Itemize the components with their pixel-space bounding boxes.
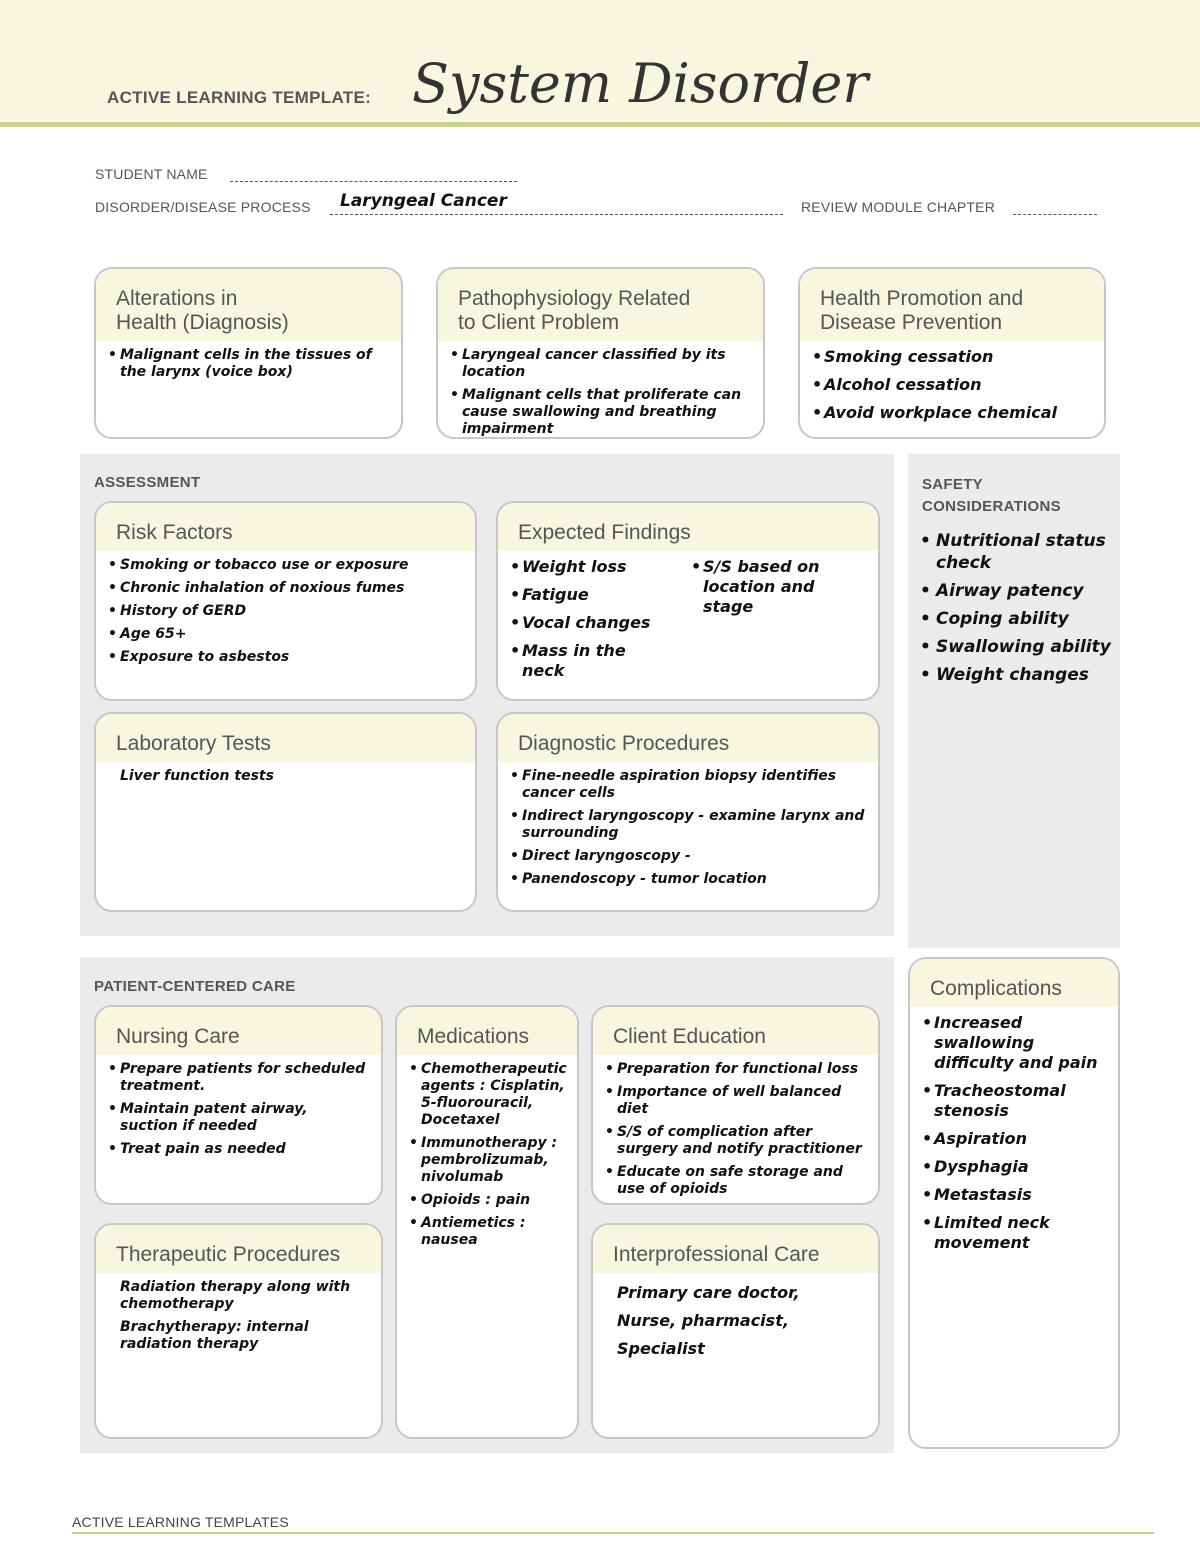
list-item: Radiation therapy along with chemotherapy [120,1279,351,1312]
expected-findings-box [496,501,880,701]
laboratory-tests-header: Laboratory Tests [96,714,475,762]
complications-header: Complications [910,959,1118,1007]
list-item: • Immunotherapy : pembrolizumab, nivolumab [409,1135,565,1186]
list-item: • Coping ability [920,608,1112,630]
pathophysiology-title-line1: Pathophysiology Related [458,287,691,310]
disorder-label: DISORDER/DISEASE PROCESS [95,199,311,215]
client-education-box [591,1005,880,1205]
list-item: • Alcohol cessation [812,375,1092,395]
complications-box [908,957,1120,1449]
list-item: • Antiemetics : nausea [409,1215,565,1249]
list-item: • Malignant cells that proliferate can cause swallowing and breathing impairment [450,387,751,438]
list-item: Liver function tests [120,768,274,784]
pathophysiology-header [438,269,763,341]
list-item: • Prepare patients for scheduled treatment. [108,1061,369,1095]
list-item: • S/S of complication after surgery and notify practitioner [605,1124,866,1158]
diagnostic-procedures-box [496,712,880,912]
page-title: System Disorder [412,52,869,115]
alterations-title-line2: Health (Diagnosis) [116,311,289,334]
safety-title-line2: CONSIDERATIONS [922,498,1061,515]
medications-box [395,1005,579,1439]
list-item: • Age 65+ [108,626,463,643]
risk-factors-box [94,501,477,701]
list-item: • Avoid workplace chemical [812,403,1092,423]
list-item: • History of GERD [108,603,463,620]
list-item: Brachytherapy: internal radiation therapy [120,1319,309,1352]
disorder-field[interactable] [330,214,783,215]
student-name-field[interactable] [230,181,517,182]
pathophysiology-box [436,267,765,439]
list-item: Primary care doctor, [617,1283,800,1302]
medications-header: Medications [397,1007,577,1055]
patient-care-title: PATIENT-CENTERED CARE [94,978,296,995]
list-item: • S/S based on location and stage [691,557,848,617]
health-promotion-title-line1: Health Promotion and [820,287,1024,310]
list-item: • Nutritional status check [920,530,1112,574]
alterations-box [94,267,403,439]
list-item: • Panendoscopy - tumor location [510,871,866,888]
laboratory-tests-box [94,712,477,912]
list-item: Nurse, pharmacist, [617,1311,789,1330]
health-promotion-header [800,269,1104,341]
safety-panel [908,454,1120,948]
list-item: • Tracheostomal stenosis [922,1081,1106,1121]
therapeutic-procedures-box [94,1223,383,1439]
list-item: • Metastasis [922,1185,1106,1205]
health-promotion-title-line2: Disease Prevention [820,311,1003,334]
health-promotion-box [798,267,1106,439]
list-item: • Maintain patent airway, suction if needed [108,1101,369,1135]
list-item: • Preparation for functional loss [605,1061,866,1078]
list-item: • Vocal changes [510,613,667,633]
list-item: • Increased swallowing difficulty and pain [922,1013,1106,1073]
list-item: • Weight changes [920,664,1112,686]
list-item: • Dysphagia [922,1157,1106,1177]
list-item: • Limited neck movement [922,1213,1106,1253]
list-item: • Indirect laryngoscopy - examine larynx and surrounding [510,808,866,842]
therapeutic-procedures-header: Therapeutic Procedures [96,1225,381,1273]
review-module-field[interactable] [1013,214,1097,215]
list-item: • Fine-needle aspiration biopsy identifies cancer cells [510,768,866,802]
list-item: • Smoking or tobacco use or exposure [108,557,463,574]
list-item: • Aspiration [922,1129,1106,1149]
template-label: ACTIVE LEARNING TEMPLATE: [107,88,372,107]
footer-rule [72,1532,1154,1534]
list-item: Specialist [617,1339,705,1358]
nursing-care-box [94,1005,383,1205]
safety-title-line1: SAFETY [922,476,983,493]
list-item: • Mass in the neck [510,641,667,681]
footer-label: ACTIVE LEARNING TEMPLATES [72,1514,289,1530]
list-item: • Educate on safe storage and use of opioids [605,1164,866,1198]
assessment-title: ASSESSMENT [94,474,201,491]
list-item: • Airway patency [920,580,1112,602]
list-item: • Malignant cells in the tissues of the larynx (voice box) [108,347,389,381]
interprofessional-care-header: Interprofessional Care [593,1225,878,1273]
diagnostic-procedures-header: Diagnostic Procedures [498,714,878,762]
disorder-value: Laryngeal Cancer [340,191,507,211]
list-item: • Direct laryngoscopy - [510,848,866,865]
nursing-care-header: Nursing Care [96,1007,381,1055]
expected-findings-header: Expected Findings [498,503,878,551]
interprofessional-care-box [591,1223,880,1439]
list-item: • Importance of well balanced diet [605,1084,866,1118]
student-name-label: STUDENT NAME [95,166,208,182]
review-module-label: REVIEW MODULE CHAPTER [801,199,995,215]
list-item: • Exposure to asbestos [108,649,463,666]
list-item: • Smoking cessation [812,347,1092,367]
list-item: • Weight loss [510,557,667,577]
list-item: • Swallowing ability [920,636,1112,658]
list-item: • Chemotherapeutic agents : Cisplatin, 5-fluorouracil, Docetaxel [409,1061,565,1129]
list-item: • Laryngeal cancer classified by its location [450,347,751,381]
list-item: • Fatigue [510,585,667,605]
risk-factors-header: Risk Factors [96,503,475,551]
client-education-header: Client Education [593,1007,878,1055]
header-rule [0,122,1200,127]
alterations-header [96,269,401,341]
pathophysiology-title-line2: to Client Problem [458,311,620,334]
list-item: • Opioids : pain [409,1192,565,1209]
list-item: • Treat pain as needed [108,1141,369,1158]
alterations-title-line1: Alterations in [116,287,238,310]
list-item: • Chronic inhalation of noxious fumes [108,580,463,597]
